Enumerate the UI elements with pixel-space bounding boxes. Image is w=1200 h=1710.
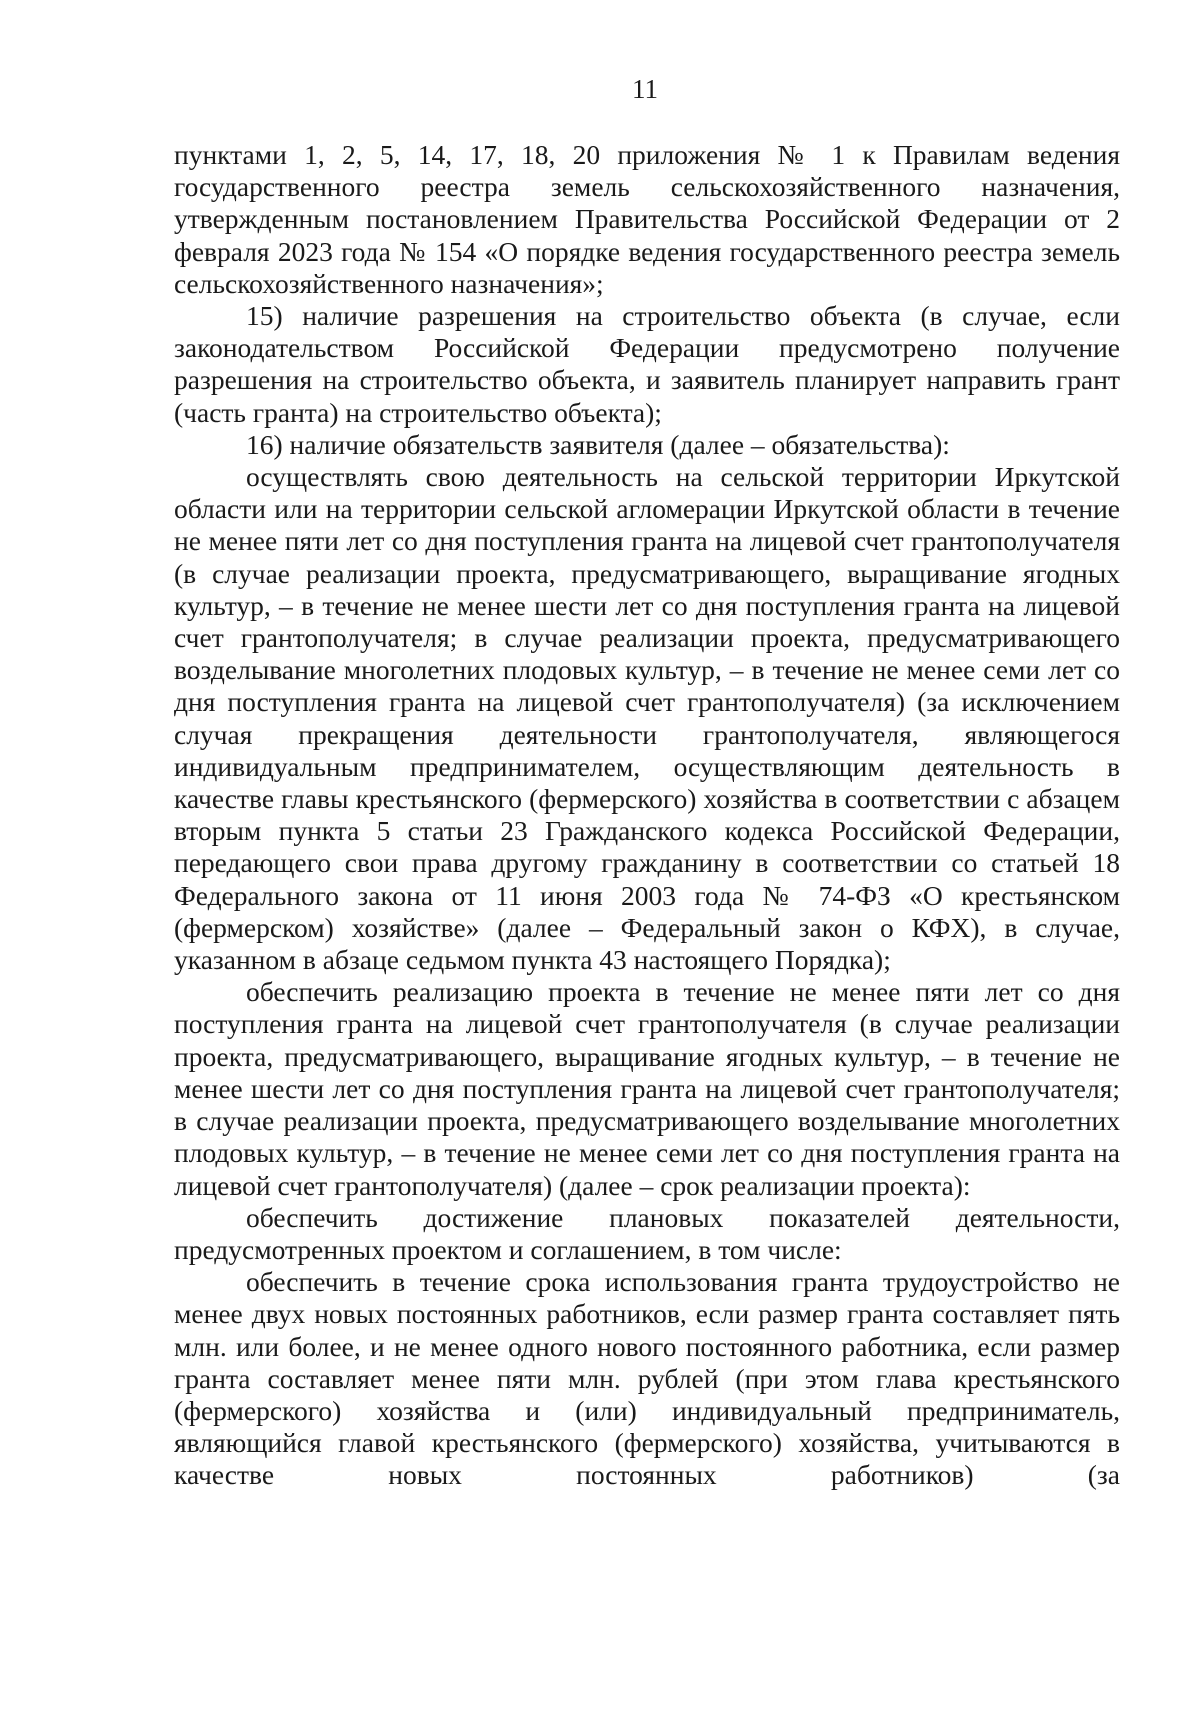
paragraph-obligation-territory: осуществлять свою деятельность на сельской территории Иркутской области или на территории сельской агломерации Иркутской области в течение не менее пяти лет со дня поступления гранта на лицевой счет грантополучателя (в случае реализации проекта, предусматривающего, выращивание ягодных культур, – в течение не менее шести лет со дня поступления гранта на лицевой счет грантополучателя; в случае реализации проекта, предусматривающего возделывание многолетних плодовых культур, – в течение не менее семи лет со дня поступления гранта на лицевой счет грантополучателя) (за исключением случая прекращения деятельности грантополучателя, являющегося индивидуальным предпринимателем, осуществляющим деятельность в качестве главы крестьянского (фермерского) хозяйства в соответствии с абзацем вторым пункта 5 статьи 23 Гражданского кодекса Российской Федерации, передающего свои права другому гражданину в соответствии со статьей 18 Федерального закона от 11 июня 2003 года № 74-ФЗ «О крестьянском (фермерском) хозяйстве» (далее – Федеральный закон о КФХ), в случае, указанном в абзаце седьмом пункта 43 настоящего Порядка); xyxy=(174,461,1120,976)
paragraph-item-16: 16) наличие обязательств заявителя (далее – обязательства): xyxy=(246,428,950,460)
paragraph-obligation-employment: обеспечить в течение срока использования гранта трудоустройство не менее двух новых постоянных работников, если размер гранта составляет пять млн. или более, и не менее одного нового постоянного работника, если размер гранта составляет менее пяти млн. рублей (при этом глава крестьянского (фермерского) хозяйства и (или) индивидуальный предприниматель, являющийся главой крестьянского (фермерского) хозяйства, учитываются в качестве новых постоянных работников) (за xyxy=(174,1266,1120,1491)
paragraph-obligation-indicators: обеспечить достижение плановых показателей деятельности, предусмотренных проектом и соглашением, в том числе: xyxy=(174,1201,1120,1265)
paragraph-1: пунктами 1, 2, 5, 14, 17, 18, 20 приложения № 1 к Правилам ведения государственного реестра земель сельскохозяйственного назначения, утвержденным постановлением Правительства Российской Федерации от 2 февраля 2023 года № 154 «О порядке ведения государственного реестра земель сельскохозяйственного назначения»; xyxy=(174,139,1120,299)
document-body xyxy=(174,139,1120,1492)
paragraph-obligation-project: обеспечить реализацию проекта в течение не менее пяти лет со дня поступления гранта на лицевой счет грантополучателя (в случае реализации проекта, предусматривающего, выращивание ягодных культур, – в течение не менее шести лет со дня поступления гранта на лицевой счет грантополучателя; в случае реализации проекта, предусматривающего возделывание многолетних плодовых культур, – в течение не менее семи лет со дня поступления гранта на лицевой счет грантополучателя) (далее – срок реализации проекта): xyxy=(174,976,1120,1201)
page-number: 11 xyxy=(632,74,658,104)
paragraph-item-15: 15) наличие разрешения на строительство объекта (в случае, если законодательством Российской Федерации предусмотрено получение разрешения на строительство объекта, и заявитель планирует направить грант (часть гранта) на строительство объекта); xyxy=(174,300,1120,428)
